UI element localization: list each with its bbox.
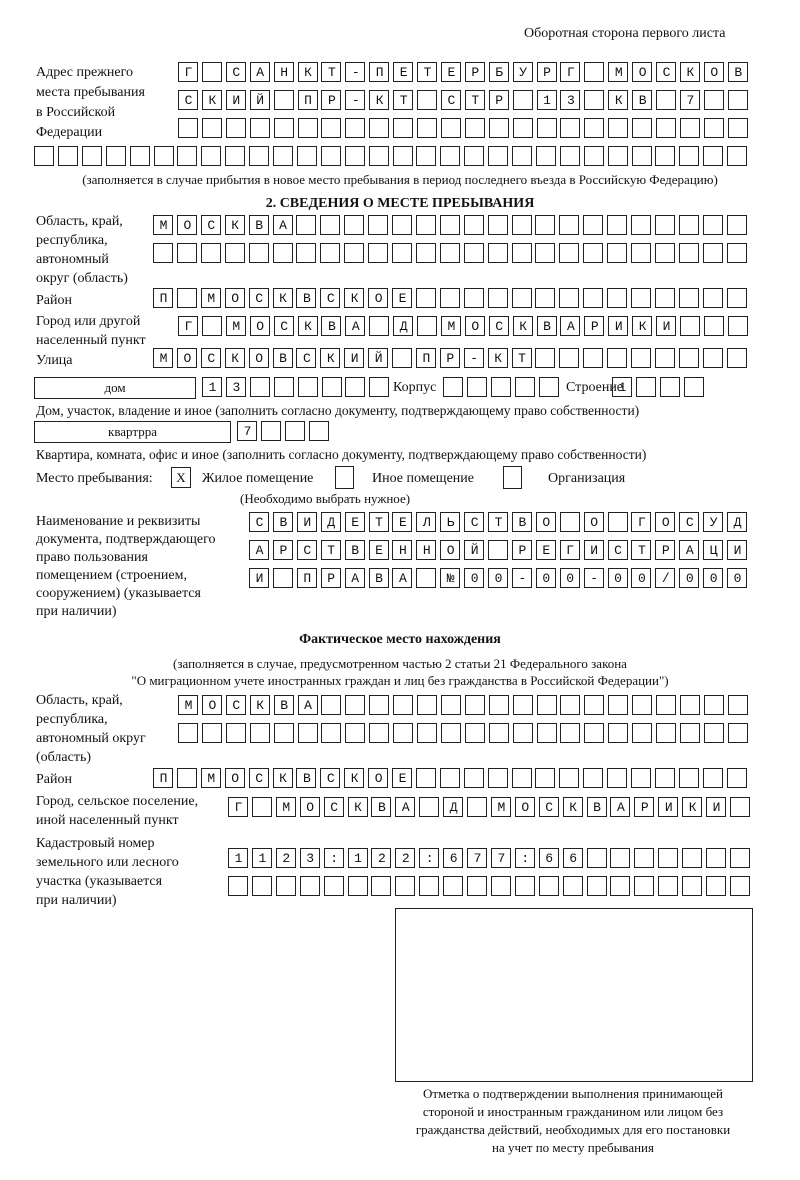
char-cell[interactable] (537, 695, 557, 715)
house-note: Дом, участок, владение и иное (заполнить согласно документу, подтверждающему право собственности) (36, 403, 640, 418)
char-cell[interactable] (441, 118, 461, 138)
char-cell[interactable] (201, 146, 221, 166)
char-cell[interactable] (583, 243, 603, 263)
char-cell[interactable] (680, 723, 700, 743)
char-cell[interactable] (440, 288, 460, 308)
prev-address-note: (заполняется в случае прибытия в новое место пребывания в период последнего въезда в Российскую Федерацию) (82, 172, 718, 187)
char-cell[interactable] (296, 243, 316, 263)
char-cell[interactable] (631, 243, 651, 263)
house-number-row-text: 13 (208, 380, 257, 395)
label-line: Город или другой (36, 314, 141, 329)
prev-address-row-text: СКИЙ ПР-КТ СТР 13 КВ 7 (184, 93, 759, 108)
char-cell[interactable] (655, 146, 675, 166)
char-cell[interactable] (535, 215, 555, 235)
label-line: иной населенный пункт (36, 813, 179, 828)
char-cell[interactable] (682, 848, 702, 868)
caption-line: гражданства действий, необходимых для его постановки (415, 1122, 731, 1137)
char-cell[interactable] (178, 723, 198, 743)
char-cell[interactable] (465, 723, 485, 743)
char-cell[interactable] (704, 723, 724, 743)
caption-line: на учет по месту пребывания (492, 1140, 654, 1155)
char-cell[interactable] (537, 118, 557, 138)
char-cell[interactable] (440, 768, 460, 788)
char-cell[interactable] (730, 848, 750, 868)
label-line: автономный округ (36, 731, 146, 746)
stay-note: (Необходимо выбрать нужное) (240, 491, 411, 506)
stay-checkbox-organization[interactable] (503, 466, 522, 489)
char-cell[interactable] (512, 215, 532, 235)
stay-checkbox-other[interactable] (335, 466, 354, 489)
label-line: (область) (36, 750, 92, 765)
char-cell[interactable] (249, 243, 269, 263)
char-cell[interactable] (252, 876, 272, 896)
document-row-text: АРСТВЕННОЙ РЕГИСТРАЦИ (255, 543, 758, 558)
char-cell[interactable] (82, 146, 102, 166)
char-cell[interactable] (656, 118, 676, 138)
char-cell[interactable] (321, 118, 341, 138)
region-row-text: МОСКВА (159, 218, 304, 233)
stay-label: Место пребывания: (36, 471, 153, 486)
char-cell[interactable] (539, 377, 559, 397)
char-cell[interactable] (632, 695, 652, 715)
char-cell[interactable] (273, 243, 293, 263)
char-cell[interactable] (658, 876, 678, 896)
char-cell[interactable] (631, 215, 651, 235)
char-cell[interactable] (225, 146, 245, 166)
char-cell[interactable] (488, 146, 508, 166)
label-line: помещением (строением, (36, 568, 187, 583)
char-cell[interactable] (320, 243, 340, 263)
char-cell[interactable] (417, 723, 437, 743)
label-line: при наличии) (36, 604, 117, 619)
district-row-text: П МОСКВСКОЕ (159, 291, 423, 306)
char-cell[interactable] (728, 723, 748, 743)
char-cell[interactable] (443, 377, 463, 397)
actual-city-label (36, 792, 198, 830)
char-cell[interactable] (655, 215, 675, 235)
label-line: документа, подтверждающего (36, 532, 216, 547)
char-cell[interactable] (106, 146, 126, 166)
stay-checkbox-residential[interactable]: X (171, 467, 191, 488)
char-cell[interactable] (464, 768, 484, 788)
char-cell[interactable] (703, 215, 723, 235)
char-cell[interactable] (512, 146, 532, 166)
char-cell[interactable] (489, 723, 509, 743)
char-cell[interactable] (324, 876, 344, 896)
house-type-field[interactable]: дом (34, 377, 196, 399)
char-cell[interactable] (704, 316, 724, 336)
char-cell[interactable] (655, 348, 675, 368)
char-cell[interactable] (440, 146, 460, 166)
char-cell[interactable] (34, 146, 54, 166)
char-cell[interactable] (416, 243, 436, 263)
char-cell[interactable] (631, 288, 651, 308)
char-cell[interactable] (395, 876, 415, 896)
section2-title: 2. СВЕДЕНИЯ О МЕСТЕ ПРЕБЫВАНИЯ (265, 196, 535, 211)
char-cell[interactable] (608, 695, 628, 715)
char-cell[interactable] (703, 243, 723, 263)
char-cell[interactable] (274, 723, 294, 743)
char-cell[interactable] (392, 215, 412, 235)
document-label (36, 513, 216, 621)
char-cell[interactable] (345, 377, 365, 397)
char-cell[interactable] (417, 695, 437, 715)
label-line: Наименование и реквизиты (36, 514, 201, 529)
city-row-text: Г МОСКВА Д МОСКВАРИКИ (184, 319, 687, 334)
char-cell[interactable] (682, 876, 702, 896)
label-line: Кадастровый номер (36, 836, 155, 851)
street-row-text: МОСКОВСКИЙ ПР-КТ (159, 351, 543, 366)
district-label: Район (36, 293, 72, 308)
char-cell[interactable] (273, 146, 293, 166)
apartment-number-row-text: 7 (243, 424, 268, 439)
char-cell[interactable] (393, 723, 413, 743)
char-cell[interactable] (368, 243, 388, 263)
char-cell[interactable] (369, 146, 389, 166)
char-cell[interactable] (656, 695, 676, 715)
char-cell[interactable] (560, 146, 580, 166)
char-cell[interactable] (249, 146, 269, 166)
char-cell[interactable] (177, 146, 197, 166)
document-row-text: И ПРАВА №00-00-00/000 (255, 571, 758, 586)
label-line: Область, край, (36, 214, 123, 229)
label-line: право пользования (36, 550, 148, 565)
char-cell[interactable] (656, 723, 676, 743)
note-line: (заполняется в случае, предусмотренном частью 2 статьи 21 Федерального закона (173, 656, 627, 671)
char-cell[interactable] (679, 768, 699, 788)
actual-region-row-text: МОСКВА (184, 698, 329, 713)
char-cell[interactable] (704, 118, 724, 138)
char-cell[interactable] (513, 695, 533, 715)
label-line: при наличии) (36, 893, 117, 908)
char-cell[interactable] (727, 215, 747, 235)
char-cell[interactable] (583, 288, 603, 308)
apartment-type-field[interactable]: квартрра (34, 421, 231, 443)
char-cell[interactable] (465, 118, 485, 138)
label-line: Федерации (36, 125, 103, 140)
char-cell[interactable] (559, 348, 579, 368)
label-line: в Российской (36, 105, 116, 120)
char-cell[interactable] (559, 288, 579, 308)
char-cell[interactable] (679, 146, 699, 166)
char-cell[interactable] (703, 288, 723, 308)
char-cell[interactable] (728, 118, 748, 138)
char-cell[interactable] (345, 146, 365, 166)
char-cell[interactable] (679, 243, 699, 263)
char-cell[interactable] (226, 118, 246, 138)
char-cell[interactable] (607, 768, 627, 788)
char-cell[interactable] (679, 288, 699, 308)
char-cell[interactable] (467, 876, 487, 896)
char-cell[interactable] (536, 146, 556, 166)
char-cell[interactable] (298, 118, 318, 138)
label-line: Город, сельское поселение, (36, 794, 199, 809)
char-cell[interactable] (513, 723, 533, 743)
char-cell[interactable] (535, 243, 555, 263)
char-cell[interactable] (345, 723, 365, 743)
label-line: земельного или лесного (36, 855, 179, 870)
label-line: округ (область) (36, 271, 128, 286)
char-cell[interactable] (225, 243, 245, 263)
building-label: Строение (566, 380, 624, 395)
label-line: Адрес прежнего (36, 65, 133, 80)
actual-note (0, 655, 800, 689)
city-label (36, 312, 146, 350)
char-cell[interactable] (515, 377, 535, 397)
street-label: Улица (36, 353, 73, 368)
stamp-caption (390, 1085, 756, 1157)
char-cell[interactable] (539, 876, 559, 896)
char-cell[interactable] (515, 876, 535, 896)
char-cell[interactable] (610, 876, 630, 896)
char-cell[interactable] (226, 723, 246, 743)
char-cell[interactable] (706, 848, 726, 868)
char-cell[interactable] (512, 243, 532, 263)
char-cell[interactable] (730, 876, 750, 896)
char-cell[interactable] (607, 215, 627, 235)
char-cell[interactable] (464, 288, 484, 308)
char-cell[interactable] (300, 876, 320, 896)
char-cell[interactable] (560, 723, 580, 743)
char-cell[interactable] (512, 288, 532, 308)
char-cell[interactable] (371, 876, 391, 896)
char-cell[interactable] (202, 118, 222, 138)
char-cell[interactable] (393, 118, 413, 138)
char-cell[interactable] (584, 146, 604, 166)
char-cell[interactable] (631, 348, 651, 368)
label-line: населенный пункт (36, 333, 146, 348)
char-cell[interactable] (467, 377, 487, 397)
char-cell[interactable] (608, 146, 628, 166)
char-cell[interactable] (465, 695, 485, 715)
char-cell[interactable] (309, 421, 329, 441)
char-cell[interactable] (321, 723, 341, 743)
char-cell[interactable] (727, 243, 747, 263)
char-cell[interactable] (680, 118, 700, 138)
label-line: республика, (36, 712, 108, 727)
char-cell[interactable] (587, 876, 607, 896)
char-cell[interactable] (488, 243, 508, 263)
char-cell[interactable] (631, 768, 651, 788)
char-cell[interactable] (417, 118, 437, 138)
char-cell[interactable] (344, 243, 364, 263)
char-cell[interactable] (369, 118, 389, 138)
stay-option-label: Организация (548, 471, 626, 486)
char-cell[interactable] (704, 695, 724, 715)
actual-district-row-text: П МОСКВСКОЕ (159, 771, 423, 786)
char-cell[interactable] (512, 768, 532, 788)
char-cell[interactable] (655, 288, 675, 308)
char-cell[interactable] (440, 243, 460, 263)
char-cell[interactable] (535, 768, 555, 788)
char-cell[interactable] (727, 288, 747, 308)
char-cell[interactable] (297, 146, 317, 166)
char-cell[interactable] (58, 146, 78, 166)
cadastre-label (36, 834, 179, 910)
stay-option-label: Иное помещение (372, 471, 474, 486)
prev-address-row-text: Г САНКТ-ПЕТЕРБУРГ МОСКОВ (184, 65, 759, 80)
char-cell[interactable] (680, 695, 700, 715)
char-cell[interactable] (464, 215, 484, 235)
char-cell[interactable] (655, 243, 675, 263)
char-cell[interactable] (703, 768, 723, 788)
building-row-text: 1 (618, 380, 643, 395)
char-cell[interactable] (464, 146, 484, 166)
char-cell[interactable] (632, 146, 652, 166)
char-cell[interactable] (560, 695, 580, 715)
char-cell[interactable] (559, 215, 579, 235)
char-cell[interactable] (392, 243, 412, 263)
char-cell[interactable] (202, 723, 222, 743)
char-cell[interactable] (655, 768, 675, 788)
char-cell[interactable] (178, 118, 198, 138)
char-cell[interactable] (607, 348, 627, 368)
char-cell[interactable] (298, 377, 318, 397)
char-cell[interactable] (608, 118, 628, 138)
char-cell[interactable] (488, 288, 508, 308)
char-cell[interactable] (679, 215, 699, 235)
char-cell[interactable] (632, 723, 652, 743)
actual-region-label (36, 691, 146, 767)
caption-line: стороной и иностранным гражданином или лицом без (422, 1104, 724, 1119)
char-cell[interactable] (703, 146, 723, 166)
char-cell[interactable] (322, 377, 342, 397)
char-cell[interactable] (563, 876, 583, 896)
char-cell[interactable] (369, 377, 389, 397)
apartment-note: Квартира, комната, офис и иное (заполнить согласно документу, подтверждающему право собственности) (36, 447, 647, 462)
actual-title: Фактическое место нахождения (299, 632, 501, 647)
label-line: участка (указывается (36, 874, 163, 889)
note-line: "О миграционном учете иностранных граждан и лиц без гражданства в Российской Федерации") (131, 673, 669, 688)
char-cell[interactable] (321, 146, 341, 166)
char-cell[interactable] (634, 848, 654, 868)
char-cell[interactable] (443, 876, 463, 896)
char-cell[interactable] (491, 876, 511, 896)
document-row-text: СВИДЕТЕЛЬСТВО О ГОСУД (255, 515, 758, 530)
char-cell[interactable] (489, 695, 509, 715)
char-cell[interactable] (250, 723, 270, 743)
char-cell[interactable] (559, 768, 579, 788)
char-cell[interactable] (177, 243, 197, 263)
char-cell[interactable] (298, 723, 318, 743)
char-cell[interactable] (583, 348, 603, 368)
label-line: сооружением) (указывается (36, 586, 201, 601)
char-cell[interactable] (488, 768, 508, 788)
char-cell[interactable] (491, 377, 511, 397)
char-cell[interactable] (607, 288, 627, 308)
char-cell[interactable] (419, 876, 439, 896)
char-cell[interactable] (393, 146, 413, 166)
char-cell[interactable] (658, 848, 678, 868)
char-cell[interactable] (728, 695, 748, 715)
label-line: республика, (36, 233, 108, 248)
char-cell[interactable] (488, 215, 508, 235)
char-cell[interactable] (660, 377, 680, 397)
char-cell[interactable] (608, 723, 628, 743)
cadastre-row-text: 1123:122:677:66 (234, 851, 594, 866)
char-cell[interactable] (583, 215, 603, 235)
label-line: Область, край, (36, 693, 123, 708)
char-cell[interactable] (584, 723, 604, 743)
char-cell[interactable] (537, 723, 557, 743)
char-cell[interactable] (727, 146, 747, 166)
char-cell[interactable] (393, 695, 413, 715)
char-cell[interactable] (416, 215, 436, 235)
stay-option-label: Жилое помещение (202, 471, 314, 486)
char-cell[interactable] (489, 118, 509, 138)
char-cell[interactable] (369, 695, 389, 715)
char-cell[interactable] (154, 146, 174, 166)
char-cell[interactable] (706, 876, 726, 896)
char-cell[interactable] (440, 215, 460, 235)
char-cell[interactable] (416, 146, 436, 166)
char-cell[interactable] (130, 146, 150, 166)
char-cell[interactable] (464, 243, 484, 263)
char-cell[interactable] (583, 768, 603, 788)
char-cell[interactable] (441, 723, 461, 743)
char-cell[interactable] (345, 695, 365, 715)
char-cell[interactable] (584, 695, 604, 715)
char-cell[interactable] (344, 215, 364, 235)
char-cell[interactable] (276, 876, 296, 896)
char-cell[interactable] (513, 118, 533, 138)
char-cell[interactable] (274, 377, 294, 397)
char-cell[interactable] (153, 243, 173, 263)
char-cell[interactable] (560, 118, 580, 138)
char-cell[interactable] (610, 848, 630, 868)
char-cell[interactable] (727, 768, 747, 788)
char-cell[interactable] (201, 243, 221, 263)
char-cell[interactable] (320, 215, 340, 235)
actual-district-label: Район (36, 772, 72, 787)
char-cell[interactable] (703, 348, 723, 368)
char-cell[interactable] (684, 377, 704, 397)
char-cell[interactable] (559, 243, 579, 263)
char-cell[interactable] (535, 288, 555, 308)
label-line: автономный (36, 252, 109, 267)
prev-address-label (36, 63, 145, 143)
char-cell[interactable] (345, 118, 365, 138)
region-label (36, 212, 128, 288)
caption-line: Отметка о подтверждении выполнения принимающей (422, 1086, 724, 1101)
label-line: места пребывания (36, 85, 145, 100)
char-cell[interactable] (250, 118, 270, 138)
korpus-label: Корпус (393, 380, 437, 395)
actual-city-row-text: Г МОСКВА Д МОСКВАРИКИ (234, 800, 737, 815)
char-cell[interactable] (441, 695, 461, 715)
char-cell[interactable] (728, 316, 748, 336)
char-cell[interactable] (634, 876, 654, 896)
char-cell[interactable] (727, 348, 747, 368)
page-header: Оборотная сторона первого листа (524, 26, 726, 41)
char-cell[interactable] (369, 723, 389, 743)
char-cell[interactable] (368, 215, 388, 235)
char-cell[interactable] (632, 118, 652, 138)
char-cell[interactable] (679, 348, 699, 368)
char-cell[interactable] (274, 118, 294, 138)
char-cell[interactable] (607, 243, 627, 263)
char-cell[interactable] (348, 876, 368, 896)
char-cell[interactable] (584, 118, 604, 138)
confirmation-stamp-box (395, 908, 753, 1082)
char-cell[interactable] (285, 421, 305, 441)
char-cell[interactable] (228, 876, 248, 896)
